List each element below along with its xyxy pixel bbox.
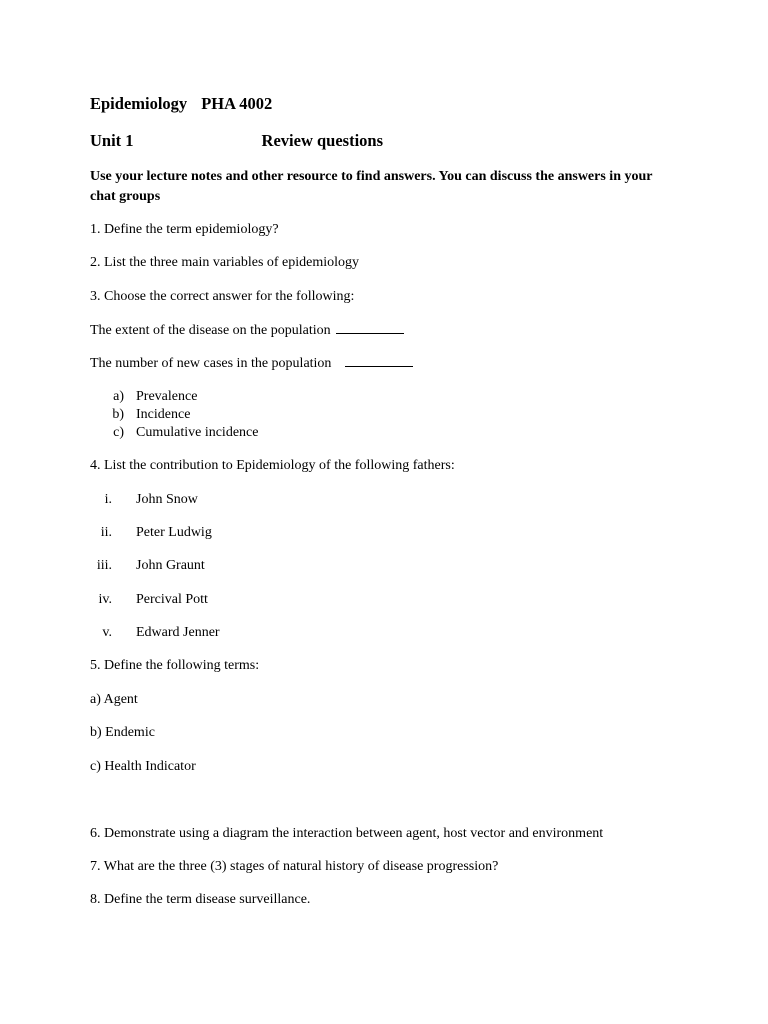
question-7: 7. What are the three (3) stages of natural history of disease progression? — [90, 859, 499, 874]
section-heading: Review questions — [261, 131, 384, 150]
option-marker: b) — [112, 407, 124, 422]
father-john-graunt: John Graunt — [136, 558, 205, 573]
course-name: Epidemiology — [90, 94, 188, 113]
question-3-statement-1 — [90, 321, 404, 340]
question-5: 5. Define the following terms: — [90, 658, 260, 673]
unit-heading — [90, 132, 383, 150]
list-marker: iii. — [96, 558, 112, 573]
option-prevalence: Prevalence — [136, 389, 198, 404]
statement-text: The extent of the disease on the population — [90, 323, 331, 338]
term-endemic: b) Endemic — [90, 725, 155, 740]
list-marker: i. — [104, 492, 112, 507]
list-marker: iv. — [98, 592, 112, 607]
question-8: 8. Define the term disease surveillance. — [90, 892, 311, 907]
answer-blank — [336, 321, 404, 334]
question-4: 4. List the contribution to Epidemiology of the following fathers: — [90, 458, 455, 473]
question-3: 3. Choose the correct answer for the following: — [90, 289, 355, 304]
question-3-statement-2 — [90, 354, 413, 373]
option-marker: a) — [113, 389, 124, 404]
question-2: 2. List the three main variables of epidemiology — [90, 255, 360, 270]
answer-blank — [345, 354, 413, 367]
instructions-paragraph: Use your lecture notes and other resource to find answers. You can discuss the answers in your chat groups — [90, 169, 653, 204]
father-edward-jenner: Edward Jenner — [136, 625, 220, 640]
list-marker: ii. — [100, 525, 112, 540]
option-marker: c) — [113, 425, 124, 440]
term-health-indicator: c) Health Indicator — [90, 759, 196, 774]
father-peter-ludwig: Peter Ludwig — [136, 525, 212, 540]
question-6: 6. Demonstrate using a diagram the interaction between agent, host vector and environment — [90, 826, 604, 841]
father-percival-pott: Percival Pott — [136, 592, 208, 607]
father-john-snow: John Snow — [136, 492, 198, 507]
statement-text: The number of new cases in the population — [90, 356, 332, 371]
course-code: PHA 4002 — [201, 94, 273, 113]
list-marker: v. — [102, 625, 112, 640]
option-cumulative-incidence: Cumulative incidence — [136, 425, 259, 440]
document-title — [90, 95, 272, 113]
unit-label: Unit 1 — [90, 131, 134, 150]
term-agent: a) Agent — [90, 692, 138, 707]
question-1: 1. Define the term epidemiology? — [90, 222, 279, 237]
option-incidence: Incidence — [136, 407, 191, 422]
